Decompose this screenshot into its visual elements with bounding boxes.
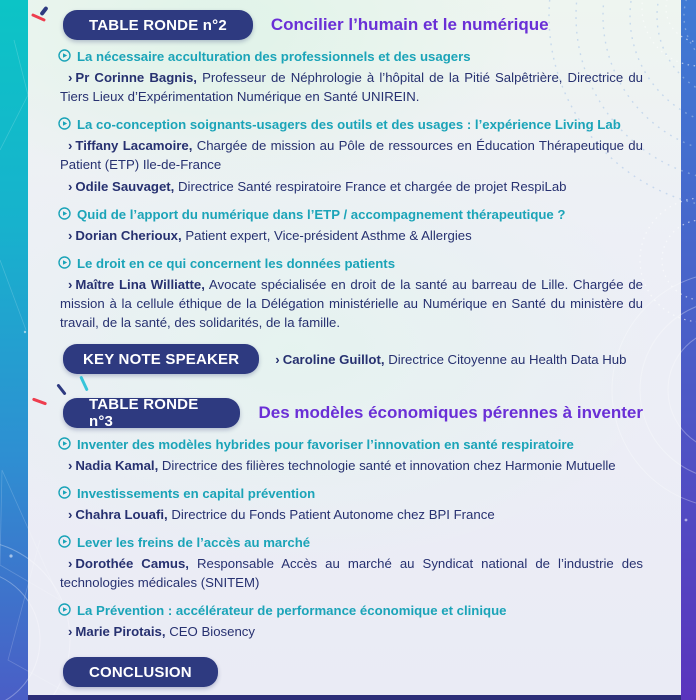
- conclusion-row: [58, 657, 643, 687]
- speaker-name: Chahra Louafi,: [75, 507, 168, 522]
- speaker-name: Marie Pirotais,: [75, 624, 166, 639]
- topic-heading-label: Inventer des modèles hybrides pour favoriser l’innovation en santé respiratoire: [77, 437, 574, 452]
- chevron-icon: ›: [68, 556, 73, 571]
- speaker-role: Directrice du Fonds Patient Autonome chez BPI France: [167, 507, 495, 522]
- conclusion-button: CONCLUSION: [63, 657, 218, 687]
- chevron-icon: ›: [68, 179, 73, 194]
- play-bullet-icon: [58, 535, 71, 548]
- play-bullet-icon: [58, 256, 71, 269]
- play-bullet-icon: [58, 603, 71, 616]
- speaker-line: [60, 275, 643, 332]
- speaker-role: Responsable Accès au marché au Syndicat national de l’industrie des technologies médicales (SNITEM): [60, 556, 644, 590]
- speaker-line: [60, 456, 643, 475]
- chevron-icon: ›: [68, 507, 73, 522]
- speaker-name: Dorian Cherioux,: [75, 228, 182, 243]
- chevron-icon: ›: [68, 277, 73, 292]
- speaker-role: Avocate spécialisée en droit de la santé au barreau de Lille. Chargée de mission à la cellule éthique de la Délégation ministérielle au Numérique en Santé du ministère du travail, de la santé, des solidarités, de la famille.: [60, 277, 643, 330]
- speaker-name: Dorothée Camus,: [75, 556, 189, 571]
- keynote-button: KEY NOTE SPEAKER: [63, 344, 259, 374]
- speaker-role: Patient expert, Vice-président Asthme & Allergies: [181, 228, 472, 243]
- section-header-table-ronde-2: [58, 10, 643, 40]
- speaker-name: Nadia Kamal,: [75, 458, 159, 473]
- table-ronde-2-subtitle: Concilier l’humain et le numérique: [270, 15, 549, 34]
- topic-heading-label: La nécessaire acculturation des professionnels et des usagers: [77, 49, 471, 64]
- speaker-name: Maître Lina Williatte,: [75, 277, 205, 292]
- topic-heading: [58, 602, 643, 619]
- speaker-line: [275, 350, 626, 369]
- topic-heading: [58, 48, 643, 65]
- chevron-icon: ›: [68, 70, 73, 85]
- play-bullet-icon: [58, 486, 71, 499]
- play-bullet-icon: [58, 437, 71, 450]
- speaker-name: Caroline Guillot,: [282, 351, 385, 367]
- topic-heading: [58, 436, 643, 453]
- keynote-row: [58, 344, 643, 374]
- speaker-role: Professeur de Néphrologie à l’hôpital de la Pitié Salpêtrière, Directrice du Tiers Lieux d’Expérimentation Numérique en Santé UNIREIN.: [60, 70, 643, 104]
- table-ronde-3-button: TABLE RONDE n°3: [63, 398, 240, 428]
- speaker-line: [60, 554, 643, 592]
- topic-heading-label: Quid de l’apport du numérique dans l’ETP / accompagnement thérapeutique ?: [77, 207, 566, 222]
- topic-heading: [58, 485, 643, 502]
- topic-heading-label: Lever les freins de l’accès au marché: [77, 535, 311, 550]
- speaker-name: Tiffany Lacamoire,: [75, 138, 193, 153]
- play-bullet-icon: [58, 207, 71, 220]
- play-bullet-icon: [58, 49, 71, 62]
- left-gradient-strip: [0, 0, 28, 700]
- topic-heading-label: La co-conception soignants-usagers des outils et des usages : l’expérience Living Lab: [77, 117, 621, 132]
- topic-heading-label: Le droit en ce qui concernent les données patients: [77, 256, 396, 271]
- sparkle-dash-cyan: [79, 376, 88, 392]
- play-bullet-icon: [58, 117, 71, 130]
- topic-heading: [58, 534, 643, 551]
- table-ronde-2-button: TABLE RONDE n°2: [63, 10, 253, 40]
- chevron-icon: ›: [68, 624, 73, 639]
- speaker-name: Pr Corinne Bagnis,: [75, 70, 197, 85]
- speaker-line: [60, 68, 643, 106]
- speaker-role: CEO Biosency: [165, 624, 255, 639]
- topic-heading-label: Investissements en capital prévention: [77, 486, 316, 501]
- chevron-icon: ›: [68, 138, 73, 153]
- speaker-role: Directrice Santé respiratoire France et chargée de projet RespiLab: [174, 179, 567, 194]
- sparkle-dash-navy: [56, 383, 66, 395]
- sparkle-dash-red: [32, 398, 47, 406]
- chevron-icon: ›: [68, 458, 73, 473]
- right-gradient-strip: [681, 0, 696, 700]
- speaker-role: Directrice des filières technologie santé et innovation chez Harmonie Mutuelle: [158, 458, 616, 473]
- topic-heading: [58, 206, 643, 223]
- program-content: [58, 0, 643, 687]
- sparkle-dash-navy: [39, 6, 48, 16]
- bottom-navy-bar: [28, 695, 681, 700]
- chevron-icon: ›: [68, 228, 73, 243]
- speaker-name: Odile Sauvaget,: [75, 179, 175, 194]
- speaker-role: Chargée de mission au Pôle de ressources en Éducation Thérapeutique du Patient (ETP) Ile-de-France: [60, 138, 643, 172]
- topic-heading-label: La Prévention : accélérateur de performance économique et clinique: [77, 603, 507, 618]
- speaker-role: Directrice Citoyenne au Health Data Hub: [384, 351, 627, 367]
- speaker-line: [60, 136, 643, 174]
- speaker-line: [60, 177, 643, 196]
- topic-heading: [58, 116, 643, 133]
- section-header-table-ronde-3: [58, 398, 643, 428]
- speaker-line: [60, 505, 643, 524]
- topic-heading: [58, 255, 643, 272]
- speaker-line: [60, 622, 643, 641]
- speaker-line: [60, 226, 643, 245]
- chevron-icon: ›: [275, 351, 280, 367]
- table-ronde-3-subtitle: Des modèles économiques pérennes à inventer: [258, 403, 643, 422]
